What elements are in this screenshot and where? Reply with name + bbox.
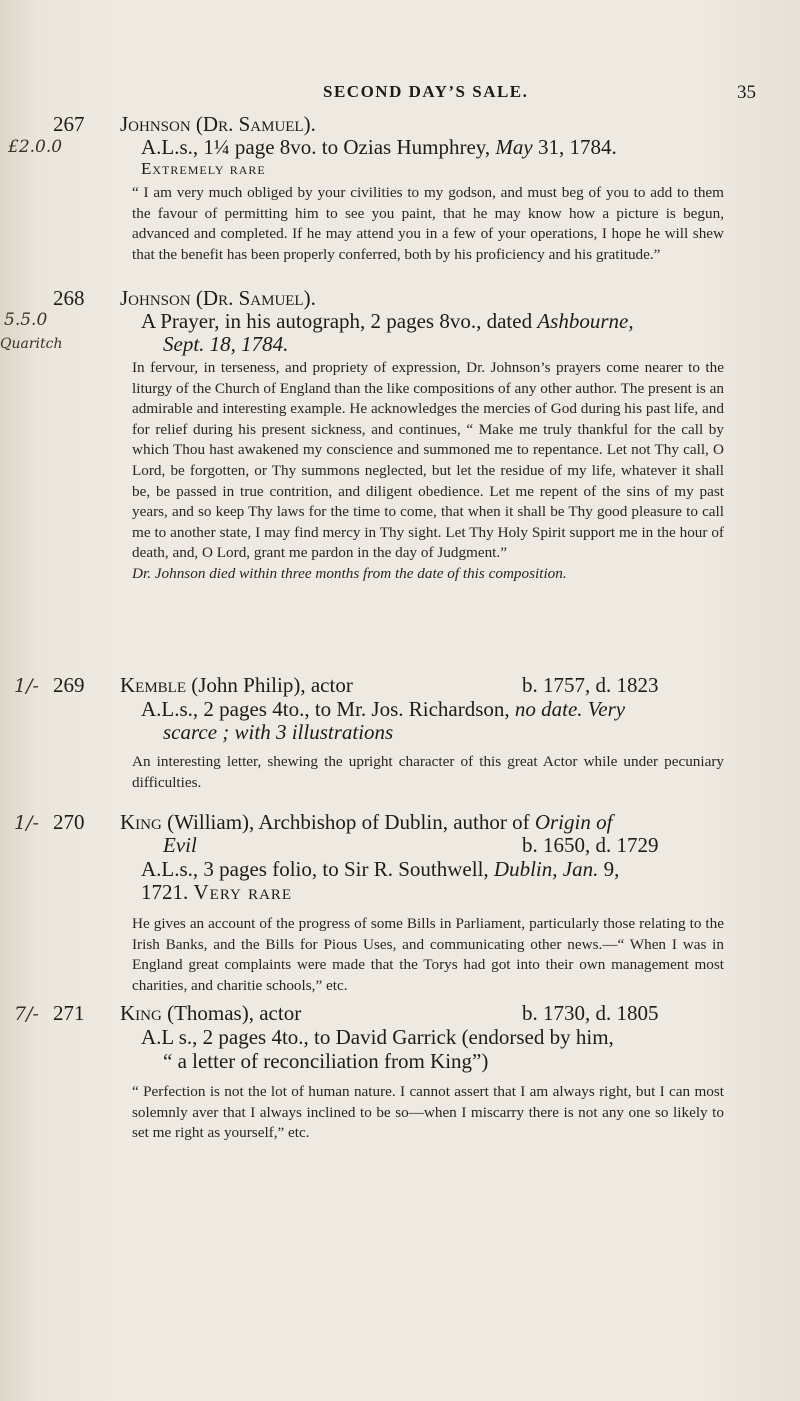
lot-name: Johnson (Dr. Samuel). [120,112,316,136]
lot-dates: b. 1650, d. 1729 [522,833,659,857]
lot-date: Sept. 18, 1784. [163,332,289,356]
lot-quote: An interesting letter, shewing the upright character of this great Actor while under pecuniary difficulties. [132,753,724,791]
page-number: 35 [737,82,756,103]
lot-dates: b. 1757, d. 1823 [522,673,659,697]
lot-description: A.L.s., 2 pages 4to., to Mr. Jos. Richardson, no date. Very [141,697,626,721]
lot-description: A Prayer, in his autograph, 2 pages 8vo., dated Ashbourne, [141,309,634,333]
rarity-note: Extremely rare [141,159,266,178]
lot-name: Kemble (John Philip), actor [120,673,353,697]
lot-dates: b. 1730, d. 1805 [522,1001,659,1025]
lot-quote: “ Perfection is not the lot of human nature. I cannot assert that I am always right, but I can most solemnly aver that I always inclined to be so—when I miscarry there is not any one so likely to set me right as yourself,” etc. [132,1083,724,1142]
lot-name: Johnson (Dr. Samuel). [120,286,316,310]
lot-number: 267 [53,112,85,136]
lot-description: A.L.s., 1¼ page 8vo. to Ozias Humphrey, May 31, 1784. [141,135,617,159]
running-title: SECOND DAY’S SALE. [323,82,529,101]
lot-quote: “ I am very much obliged by your civilities to my godson, and must beg of you to add to them the favour of permitting him to see you paint, that he may know how a picture is begun, advanced and completed. If he may attend you in a few of your operations, I hope he will shew that the benefit has been properly conferred, both by his proficiency and his gratitude.” [132,184,724,263]
lot-description-cont: “ a letter of reconciliation from King”) [163,1049,489,1073]
lot-number: 271 [53,1001,85,1025]
lot-description-cont: scarce ; with 3 illustrations [163,720,394,744]
lot-number: 270 [53,810,85,834]
lot-quote: In fervour, in terseness, and propriety of expression, Dr. Johnson’s prayers come nearer to the liturgy of the Church of England than the like compositions of any other author. The present is an admirable and interesting example. He acknowledges the mercies of God during his past life, and for relief during his present sickness, and continues, “ Make me truly thankful for the call by which Thou hast awakened my conscience and summoned me to repentance. Let not Thy call, O Lord, be forgotten, or Thy summons neglected, but let the residue of my life, whatever it shall be, be passed in true contrition, and diligent obedience. Let me repent of the sins of my past years, and so keep Thy laws for the time to come, that when it shall be Thy good pleasure to call me to another state, I may find mercy in Thy sight. Let Thy Holy Spirit support me in the hour of death, and, O Lord, grant me pardon in the day of Judgment.” Dr. Johnson died within three months from the date of this composition. [132,359,724,582]
lot-quote: He gives an account of the progress of some Bills in Parliament, particularly those relating to the Irish Banks, and the Bills for Pious Uses, and communicating other news.—“ When I was in England great complaints were made that the Torys had got into their own management most charities, and charitie schools,” etc. [132,915,724,994]
price-note: 5.5.0 [4,310,48,330]
price-note: 7/- [14,1003,39,1025]
price-note: 1/- [14,812,39,834]
lot-description-cont: 1721. Very rare [141,880,293,904]
price-note: £2.0.0 [8,137,63,157]
buyer-note: Quaritch [0,336,63,352]
lot-name: King (Thomas), actor [120,1001,302,1025]
lot-description: A.L.s., 3 pages folio, to Sir R. Southwell, Dublin, Jan. 9, [141,857,620,881]
lot-name: King (William), Archbishop of Dublin, author of Origin of [120,810,613,834]
lot-description: A.L s., 2 pages 4to., to David Garrick (endorsed by him, [141,1025,614,1049]
price-note: 1/- [14,675,39,697]
lot-name-cont: Evil [163,833,197,857]
lot-number: 268 [53,286,85,310]
lot-number: 269 [53,673,85,697]
